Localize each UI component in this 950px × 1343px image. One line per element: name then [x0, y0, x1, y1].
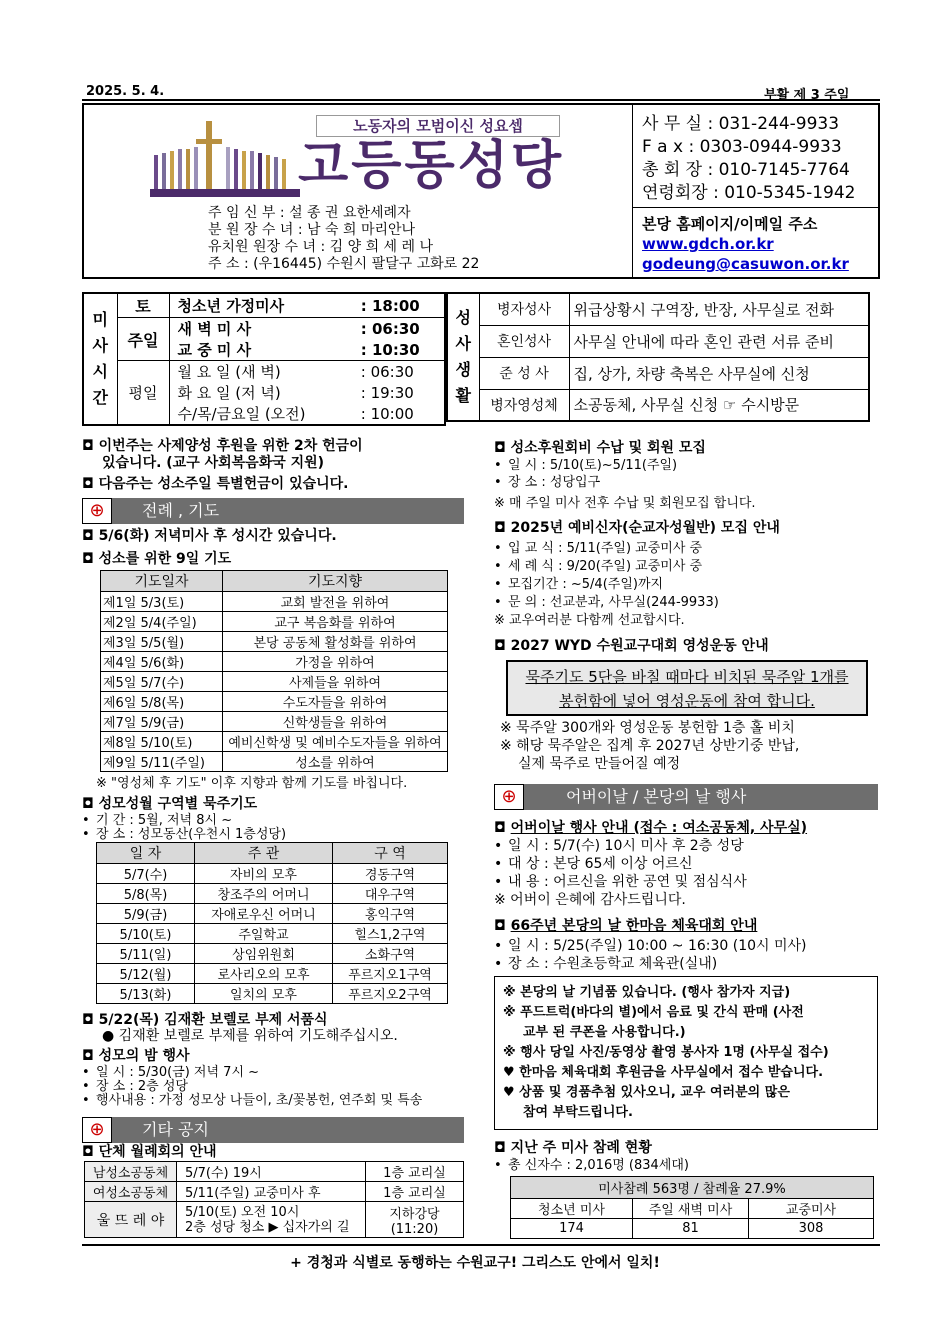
- sacrament-name: 혼인성사: [479, 325, 569, 357]
- cross-icon: ⊕: [494, 784, 524, 810]
- wyd-box-line: 묵주기도 5단을 바칠 때마다 비치된 묵주알 1개를: [525, 668, 849, 686]
- rosary-district: 경동구역: [333, 864, 448, 884]
- diamond-icon: ◘: [494, 520, 511, 536]
- sports-box-line: 교부 된 쿠폰을 사용합니다.): [523, 1025, 686, 1040]
- diamond-icon: ◘: [82, 1012, 99, 1028]
- novena-date: 제9일 5/11(주일): [101, 752, 223, 772]
- cross-icon: ⊕: [82, 1117, 112, 1143]
- stats-value: 308: [749, 1219, 874, 1239]
- wyd-box: [506, 660, 868, 716]
- catechumen-entry: 입 교 식 : 5/11(주일) 교중미사 중: [508, 541, 703, 556]
- diamond-icon: ◘: [82, 1144, 99, 1160]
- weekday-mon: 월 요 일 (새 벽): [169, 361, 361, 383]
- sports-box-line: ♥ 한마음 체육대회 후원금을 사무실에서 접수 받습니다.: [503, 1065, 824, 1080]
- rosary-date: 5/10(토): [97, 924, 195, 944]
- bullet-icon: •: [494, 541, 502, 556]
- vocation-title: 성소후원회비 수납 및 회원 모집: [510, 440, 706, 456]
- sports-date: 일 시 : 5/25(주일) 10:00 ~ 16:30 (10시 미사): [508, 938, 807, 954]
- sacrament-desc: 소공동체, 사무실 신청 ☞ 수시방문: [569, 389, 869, 421]
- novena-row: [101, 612, 448, 632]
- night-program: 행사내용 : 가정 성모상 나들이, 초/꽃봉헌, 연주회 및 특송: [96, 1093, 423, 1108]
- contact-fax: F a x : 0303-0944-9933: [642, 137, 842, 157]
- parish-slogan: 노동자의 모범이신 성요셉: [316, 115, 560, 137]
- diamond-icon: ◘: [82, 1048, 99, 1064]
- novena-intention: 본당 공동체 활성화를 위하여: [223, 632, 448, 652]
- parish-name: 고등동성당: [298, 136, 565, 196]
- novena-intention: 신학생들을 위하여: [223, 712, 448, 732]
- novena-date: 제4일 5/6(화): [101, 652, 223, 672]
- parent-note: ※ 어버이 은혜에 감사드립니다.: [494, 892, 686, 908]
- rosary-date: 5/12(월): [97, 964, 195, 984]
- bullet-icon: •: [494, 956, 503, 972]
- sun-dawn-time: : 06:30: [361, 318, 445, 340]
- rosary-header: 일 자: [97, 843, 195, 864]
- wyd-box-line: 봉헌함에 넣어 영성운동에 참여 합니다.: [559, 692, 815, 710]
- parent-title: 어버이날 행사 안내 (접수 : 여소공동체, 사무실): [510, 820, 808, 836]
- group-place: 1층 교리실: [366, 1162, 464, 1182]
- bullet-icon: •: [494, 559, 502, 574]
- rosary-host: 창조주의 어머니: [195, 884, 333, 904]
- vocation-note: ※ 매 주일 미사 전후 수납 및 회원모집 합니다.: [494, 496, 756, 511]
- group-time: 5/10(토) 오전 10시: [185, 1204, 300, 1220]
- section-other: ⊕ 기타 공지: [82, 1117, 464, 1143]
- sat-time: : 18:00: [361, 293, 445, 318]
- bullet-icon: •: [494, 458, 502, 473]
- novena-intention: 예비신학생 및 예비수도자들을 위하여: [223, 732, 448, 752]
- footer-slogan: + 경청과 식별로 동행하는 수원교구! 그리스도 안에서 일치!: [290, 1255, 660, 1271]
- weekday-mon-time: : 06:30: [361, 361, 445, 383]
- rosary-district: 푸르지오1구역: [333, 964, 448, 984]
- sports-box-line: ※ 행사 당일 사진/동영상 촬영 봉사자 1명 (사무실 접수): [503, 1045, 829, 1060]
- novena-row: [101, 652, 448, 672]
- group-time: 5/11(주일) 교중미사 후: [177, 1182, 366, 1202]
- bullet-icon: •: [494, 475, 502, 490]
- masthead: [82, 103, 880, 279]
- parent-target: 대 상 : 본당 65세 이상 어르신: [508, 856, 693, 872]
- diamond-icon: ◘: [82, 796, 99, 812]
- website-link[interactable]: www.gdch.or.kr: [642, 235, 774, 253]
- vocation-place: 장 소 : 성당입구: [508, 475, 601, 490]
- rosary-place: 장 소 : 성모동산(우천시 1층성당): [96, 827, 287, 842]
- novena-title: 성소를 위한 9일 기도: [98, 551, 232, 567]
- group-time: 5/7(수) 19시: [177, 1162, 366, 1182]
- novena-note: ※ "영성체 후 기도" 이후 지향과 함께 기도를 바칩니다.: [96, 776, 408, 791]
- group-name: 여성소공동체: [85, 1182, 177, 1202]
- rosary-date: 5/13(화): [97, 984, 195, 1004]
- weekday-label: 평일: [117, 361, 169, 426]
- group-table: [84, 1161, 464, 1238]
- rosary-date: 5/7(수): [97, 864, 195, 884]
- stats-head: 미사참례 563명 / 참례율 27.9%: [511, 1177, 874, 1199]
- group-time-2: 2층 성당 청소 ▶ 십자가의 길: [185, 1219, 350, 1235]
- novena-table: [100, 570, 448, 772]
- mass-times-table: [82, 292, 446, 426]
- rosary-host: 상임위원회: [195, 944, 333, 964]
- sacrament-name: 병자성사: [479, 293, 569, 325]
- sports-box-line: ※ 본당의 날 기념품 있습니다. (행사 참가자 지급): [503, 985, 791, 1000]
- rosary-district: 대우구역: [333, 884, 448, 904]
- bullet-icon: •: [494, 838, 503, 854]
- novena-row: [101, 632, 448, 652]
- section-parents: ⊕ 어버이날 / 본당의 날 행사: [494, 784, 878, 810]
- section-liturgy: ⊕ 전례 , 기도: [82, 498, 464, 524]
- novena-date: 제3일 5/5(월): [101, 632, 223, 652]
- novena-intention: 사제들을 위하여: [223, 672, 448, 692]
- sun-label: 주일: [117, 318, 169, 361]
- sat-label: 토: [117, 293, 169, 318]
- rosary-district: 푸르지오2구역: [333, 984, 448, 1004]
- rosary-title: 성모성월 구역별 묵주기도: [98, 796, 258, 812]
- bullet-icon: •: [494, 856, 503, 872]
- stats-header: 주일 새벽 미사: [633, 1199, 749, 1219]
- sports-title: 66주년 본당의 날 한마음 체육대회 안내: [510, 918, 758, 934]
- web-title: 본당 홈페이지/이메일 주소: [642, 215, 818, 233]
- stats-header: 교중미사: [749, 1199, 874, 1219]
- night-title: 성모의 밤 행사: [98, 1048, 190, 1064]
- issue-date: 2025. 5. 4.: [86, 84, 165, 99]
- night-place: 장 소 : 2층 성당: [96, 1079, 188, 1094]
- weekday-wtf-time: : 10:00: [361, 403, 445, 425]
- sun-dawn: 새 벽 미 사: [169, 318, 361, 340]
- bullet-icon: •: [82, 1093, 90, 1108]
- novena-row: [101, 672, 448, 692]
- rosary-host: 자애로우신 어머니: [195, 904, 333, 924]
- rosary-row: [97, 944, 448, 964]
- sports-box: [494, 976, 878, 1130]
- vocation-date: 일 시 : 5/10(토)~5/11(주일): [508, 458, 678, 473]
- stats-total: 총 신자수 : 2,016명 (834세대): [508, 1158, 689, 1173]
- stats-table: [510, 1176, 874, 1239]
- novena-row: [101, 732, 448, 752]
- novena-date: 제5일 5/7(수): [101, 672, 223, 692]
- rosary-row: [97, 964, 448, 984]
- novena-row: [101, 712, 448, 732]
- wyd-note: 실제 묵주로 만들어질 예정: [518, 756, 681, 772]
- parent-date: 일 시 : 5/7(수) 10시 미사 후 2층 성당: [508, 838, 744, 854]
- top-rule: [82, 99, 880, 101]
- rosary-host: 주일학교: [195, 924, 333, 944]
- rosary-district: 홍익구역: [333, 904, 448, 924]
- notice-vocation-collection: 다음주는 성소주일 특별헌금이 있습니다.: [98, 476, 349, 492]
- group-title: 단체 월례회의 안내: [98, 1144, 217, 1160]
- bullet-icon: •: [494, 1158, 502, 1173]
- sun-main: 교 중 미 사: [169, 339, 361, 361]
- diamond-icon: ◘: [494, 638, 511, 654]
- group-name: 울 뜨 레 야: [85, 1202, 177, 1238]
- rosary-host: 일치의 모후: [195, 984, 333, 1004]
- staff-sister: 분 원 장 수 녀 : 남 숙 희 마리안나: [208, 222, 416, 238]
- rosary-host: 로사리오의 모후: [195, 964, 333, 984]
- contact-funeral: 연령회장 : 010-5345-1942: [642, 183, 856, 203]
- rosary-table: [96, 842, 448, 1004]
- stats-title: 지난 주 미사 참례 현황: [510, 1140, 652, 1156]
- rosary-header: 주 관: [195, 843, 333, 864]
- diamond-icon: ◘: [494, 440, 511, 456]
- diamond-icon: ◘: [82, 528, 99, 544]
- parish-logo-icon: [150, 115, 302, 201]
- diamond-icon: ◘: [494, 918, 511, 934]
- sacrament-desc: 사무실 안내에 따라 혼인 관련 서류 준비: [569, 325, 869, 357]
- cross-icon: ⊕: [82, 498, 112, 524]
- ordination-line: ● 김재환 보렐로 부제를 위하여 기도해주십시오.: [102, 1028, 398, 1044]
- novena-intention: 교회 발전을 위하여: [223, 592, 448, 612]
- sacrament-name: 준 성 사: [479, 357, 569, 389]
- staff-kindergarten: 유치원 원장 수 녀 : 김 양 희 세 레 나: [208, 239, 434, 255]
- novena-date: 제2일 5/4(주일): [101, 612, 223, 632]
- bullet-icon: •: [494, 577, 502, 592]
- rosary-row: [97, 924, 448, 944]
- notice-collection: 이번주는 사제양성 후원을 위한 2차 헌금이: [98, 438, 363, 454]
- sports-box-line: ♥ 상품 및 경품추첨 있사오니, 교우 여러분의 많은: [503, 1085, 790, 1100]
- footer-rule: [82, 1244, 880, 1246]
- rosary-header: 구 역: [333, 843, 448, 864]
- confession-notice: 5/6(화) 저녁미사 후 성시간 있습니다.: [98, 528, 337, 544]
- rosary-district: 힐스1,2구역: [333, 924, 448, 944]
- wyd-note: ※ 묵주알 300개와 영성운동 봉헌함 1층 홀 비치: [500, 720, 795, 736]
- rosary-host: 자비의 모후: [195, 864, 333, 884]
- sports-place: 장 소 : 수원초등학교 체육관(실내): [508, 956, 718, 972]
- rosary-row: [97, 884, 448, 904]
- stats-header: 청소년 미사: [511, 1199, 633, 1219]
- novena-row: [101, 752, 448, 772]
- sacrament-side-label: 성 사 생 활: [447, 293, 479, 421]
- night-date: 일 시 : 5/30(금) 저녁 7시 ~: [96, 1065, 260, 1080]
- diamond-icon: ◘: [82, 438, 99, 454]
- diamond-icon: ◘: [82, 551, 99, 567]
- group-place: 지하강당(11:20): [366, 1202, 464, 1238]
- contact-office: 사 무 실 : 031-244-9933: [642, 114, 840, 134]
- sacrament-desc: 위급상황시 구역장, 반장, 사무실로 전화: [569, 293, 869, 325]
- bullet-icon: •: [82, 813, 90, 828]
- novena-intention: 수도자들을 위하여: [223, 692, 448, 712]
- bullet-icon: •: [82, 827, 90, 842]
- rosary-period: 기 간 : 5월, 저녁 8시 ~: [96, 813, 233, 828]
- notice-collection-2: 있습니다. (교구 사회복음화국 지원): [102, 455, 325, 471]
- sat-mass: 청소년 가정미사: [169, 293, 361, 318]
- novena-row: [101, 592, 448, 612]
- catechumen-contact: 문 의 : 선교분과, 사무실(244-9933): [508, 595, 719, 610]
- diamond-icon: ◘: [494, 820, 511, 836]
- novena-header: 기도지향: [223, 571, 448, 592]
- catechumen-baptism: 세 례 식 : 9/20(주일) 교중미사 중: [508, 559, 703, 574]
- bullet-icon: •: [82, 1065, 90, 1080]
- novena-date: 제6일 5/8(목): [101, 692, 223, 712]
- liturgical-week: 부활 제 3 주일: [764, 88, 850, 103]
- group-place: 1층 교리실: [366, 1182, 464, 1202]
- novena-row: [101, 692, 448, 712]
- catechumen-title: 2025년 예비신자(순교자성월반) 모집 안내: [510, 520, 780, 536]
- rosary-row: [97, 984, 448, 1004]
- diamond-icon: ◘: [494, 1140, 511, 1156]
- rosary-district: 소화구역: [333, 944, 448, 964]
- diamond-icon: ◘: [82, 476, 99, 492]
- stats-value: 81: [633, 1219, 749, 1239]
- parent-content: 내 용 : 어르신을 위한 공연 및 점심식사: [508, 874, 747, 890]
- weekday-tue-time: : 19:30: [361, 382, 445, 403]
- novena-intention: 교구 복음화를 위하여: [223, 612, 448, 632]
- weekday-wtf: 수/목/금요일 (오전): [169, 403, 361, 425]
- rosary-date: 5/9(금): [97, 904, 195, 924]
- sports-box-line: 참여 부탁드립니다.: [523, 1105, 633, 1120]
- sacraments-table: [446, 292, 870, 422]
- bullet-icon: •: [494, 595, 502, 610]
- rosary-row: [97, 864, 448, 884]
- wyd-title: 2027 WYD 수원교구대회 영성운동 안내: [510, 638, 769, 654]
- ordination-title: 5/22(목) 김재환 보렐로 부제 서품식: [98, 1012, 328, 1028]
- sacrament-desc: 집, 상가, 차량 축복은 사무실에 신청: [569, 357, 869, 389]
- catechumen-period: 모집기간 : ~5/4(주일)까지: [508, 577, 664, 592]
- rosary-date: 5/11(일): [97, 944, 195, 964]
- email-link[interactable]: godeung@casuwon.or.kr: [642, 255, 849, 273]
- novena-date: 제8일 5/10(토): [101, 732, 223, 752]
- catechumen-note: ※ 교우여러분 다함께 선교합시다.: [494, 613, 685, 628]
- novena-intention: 성소를 위하여: [223, 752, 448, 772]
- group-name: 남성소공동체: [85, 1162, 177, 1182]
- rosary-row: [97, 904, 448, 924]
- rosary-date: 5/8(목): [97, 884, 195, 904]
- wyd-note: ※ 해당 묵주알은 집계 후 2027년 상반기중 반납,: [500, 738, 800, 754]
- novena-date: 제1일 5/3(토): [101, 592, 223, 612]
- bullet-icon: •: [82, 1079, 90, 1094]
- novena-date: 제7일 5/9(금): [101, 712, 223, 732]
- novena-intention: 가정을 위하여: [223, 652, 448, 672]
- sun-main-time: : 10:30: [361, 339, 445, 361]
- sacrament-name: 병자영성체: [479, 389, 569, 421]
- weekday-tue: 화 요 일 (저 녁): [177, 384, 281, 402]
- bullet-icon: •: [494, 874, 503, 890]
- staff-pastor: 주 임 신 부 : 설 종 권 요한세례자: [208, 205, 411, 221]
- parish-address: 주 소 : (우16445) 수원시 팔달구 고화로 22: [208, 256, 480, 272]
- sports-box-line: ※ 푸드트럭(바다의 별)에서 음료 및 간식 판매 (사전: [503, 1005, 804, 1020]
- mass-side-label: 미 사 시 간: [83, 293, 117, 425]
- bullet-icon: •: [494, 938, 503, 954]
- contact-president: 총 회 장 : 010-7145-7764: [642, 160, 850, 180]
- stats-value: 174: [511, 1219, 633, 1239]
- novena-header: 기도일자: [101, 571, 223, 592]
